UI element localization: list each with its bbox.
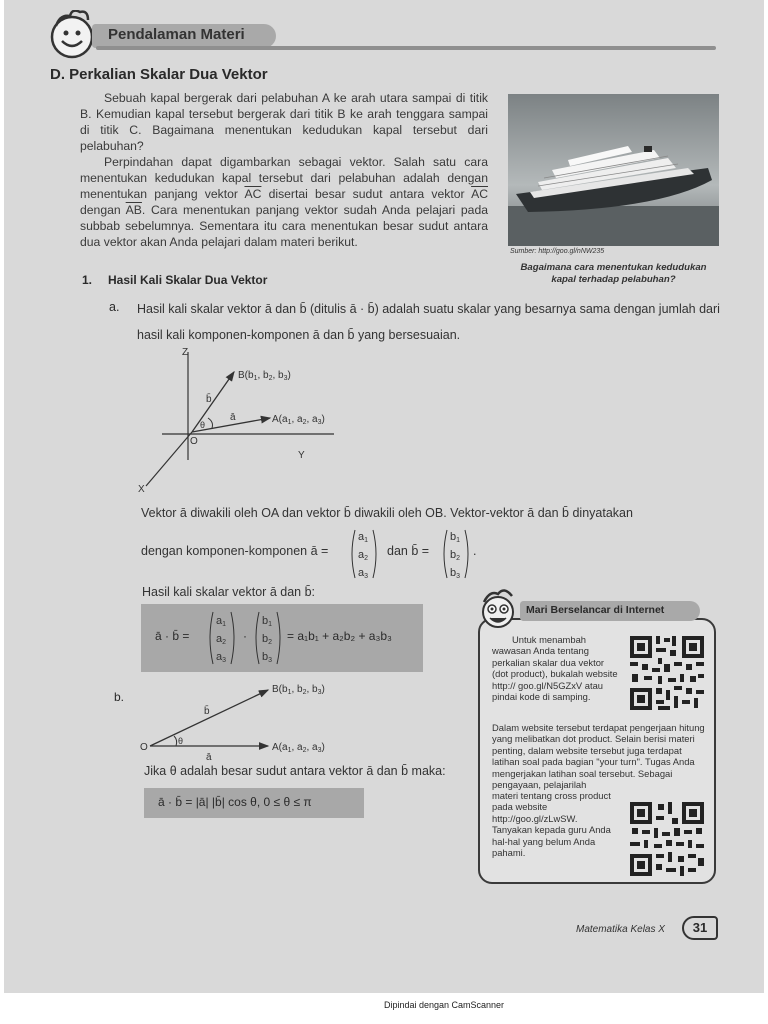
vector-a-label: ā	[230, 412, 236, 423]
svg-text:θ: θ	[178, 736, 184, 746]
intro-text	[80, 90, 488, 250]
header-title: Pendalaman Materi	[108, 26, 245, 43]
svg-text:a2: a2	[216, 633, 227, 646]
svg-text:b3: b3	[262, 651, 273, 664]
cruise-ship-photo	[508, 94, 719, 246]
cosine-formula: ā · b̄ = |ā| |b̄| cos θ, 0 ≤ θ ≤ π	[144, 788, 364, 818]
theta-label: θ	[200, 420, 206, 430]
cartoon-face-icon	[478, 588, 518, 630]
svg-text:a2: a2	[358, 549, 369, 562]
svg-text:b1: b1	[450, 531, 461, 544]
internet-paragraph-3: materi tentang cross product pada website http://goo.gl/zLwSW. Tanyakan kepada guru Anda hal-hal yang belum Anda pahami.	[492, 790, 611, 859]
qr-code-icon[interactable]	[628, 634, 706, 712]
intro-paragraph-2: Perpindahan dapat digambarkan sebagai vektor. Salah satu cara menentukan kedudukan kapal tersebut dari pelabuhan adalah dengan menentukan panjang vektor $\overline{AC}$ disertai besar sudut antara vektor $\overline{AC}$ dengan $\overline{AB}$. Cara menentukan panjang vektor sudah Anda pelajari pada subbab sebelumnya. Sementara itu cara menentukan besar sudut antara dua vektor akan Anda pelajari dalam materi berikut.	[80, 155, 488, 249]
svg-text:b3: b3	[450, 567, 461, 580]
svg-text:A(a1, a2, a3): $A(a_1$, $a_2$, $a_3$)	[272, 742, 325, 754]
svg-text:b1: b1	[262, 615, 273, 628]
x-axis-label: X	[138, 484, 145, 495]
y-axis-label: Y	[298, 450, 305, 461]
vector-representation-text: Vektor ā diwakili oleh OA dan vektor b̄ diwakili oleh OB. Vektor-vektor ā dan b̄ dinyatakan	[141, 506, 633, 520]
section-title: D. Perkalian Skalar Dua Vektor	[50, 66, 268, 83]
svg-text:b̄: b̄	[204, 706, 210, 717]
internet-paragraph-1: Untuk menambah wawasan Anda tentang perkalian skalar dua vektor (dot product), bukalah website http:// goo.gl/N5GZxV atau pindai kode di samping.	[492, 634, 618, 703]
scalar-product-heading: Hasil kali skalar vektor ā dan b̄:	[142, 585, 315, 599]
angle-definition-text: Jika θ adalah besar sudut antara vektor ā dan b̄ maka:	[144, 764, 446, 778]
scanner-watermark: Dipindai dengan CamScanner	[383, 1000, 505, 1010]
components-equation: dengan komponen-komponen ā = a1 a2 a3 dan b̄ = b1 b2 b3 .	[141, 531, 477, 580]
vector-3d-diagram	[134, 342, 334, 500]
textbook-page	[4, 0, 764, 993]
scalar-product-formula: ā · b̄ = a1 a2 a3 · b1 b2 b3 = a₁b₁ + a₂b₂ + a₃b₃	[141, 604, 423, 672]
vector-b-label: b̄	[206, 394, 212, 405]
svg-text:b2: b2	[450, 549, 461, 562]
svg-text:a1: a1	[216, 615, 227, 628]
item-b-label: b.	[114, 690, 125, 704]
internet-title: Mari Berselancar di Internet	[526, 604, 665, 616]
internet-paragraph-2: Dalam website tersebut terdapat pengerjaan hitung yang melibatkan dot product. Selain berisi materi penting, dalam website tersebut juga terdapat latihan soal pada bagian "your turn". Tugas Anda mengerjakan latihan soal tersebut. Sebagai pengayaan, pelajarilah	[492, 722, 705, 791]
svg-text:a3: a3	[216, 651, 227, 664]
intro-paragraph-1: Sebuah kapal bergerak dari pelabuhan A ke arah utara sampai di titik B. Kemudian kapal tersebut bergerak dari titik B ke arah tenggara sampai di titik C. Bagaimana menentukan kedudukan kapal tersebut dari pelabuhan?	[80, 91, 488, 153]
photo-source: Sumber: http://goo.gl/nNW235	[510, 248, 605, 255]
point-a-label: $A(a_1$, $a_2$, $a_3$)	[272, 414, 325, 426]
qr-code-icon[interactable]	[628, 800, 706, 878]
header-rule	[96, 46, 716, 50]
subsection-title: Hasil Kali Skalar Dua Vektor	[108, 273, 268, 287]
svg-text:b2: b2	[262, 633, 273, 646]
item-a-label: a.	[109, 300, 120, 314]
point-b-label: $B(b_1$, $b_2$, $b_3$)	[238, 370, 291, 382]
item-a-text: Hasil kali skalar vektor ā dan b̄ (ditulis ā · b̄) adalah suatu skalar yang besarnya sama dengan jumlah dari hasil kali komponen-komponen ā dan b̄ yang bersesuaian.	[137, 302, 720, 342]
origin-label: O	[190, 436, 198, 447]
svg-text:a3: a3	[358, 567, 369, 580]
svg-text:O: O	[140, 742, 148, 753]
svg-text:ā: ā	[206, 752, 212, 763]
photo-caption: Bagaimana cara menentukan kedudukan kapal terhadap pelabuhan?	[520, 262, 707, 285]
svg-text:a1: a1	[358, 531, 369, 544]
z-axis-label: Z	[182, 347, 189, 358]
vector-angle-diagram	[138, 678, 358, 764]
smiley-badge-icon	[46, 10, 98, 62]
page-number: 31	[682, 916, 718, 940]
subsection-number: 1.	[82, 273, 93, 287]
book-title: Matematika Kelas X	[576, 924, 665, 935]
svg-text:B(b1, b2, b3): $B(b_1$, $b_2$, $b_3$)	[272, 684, 325, 696]
